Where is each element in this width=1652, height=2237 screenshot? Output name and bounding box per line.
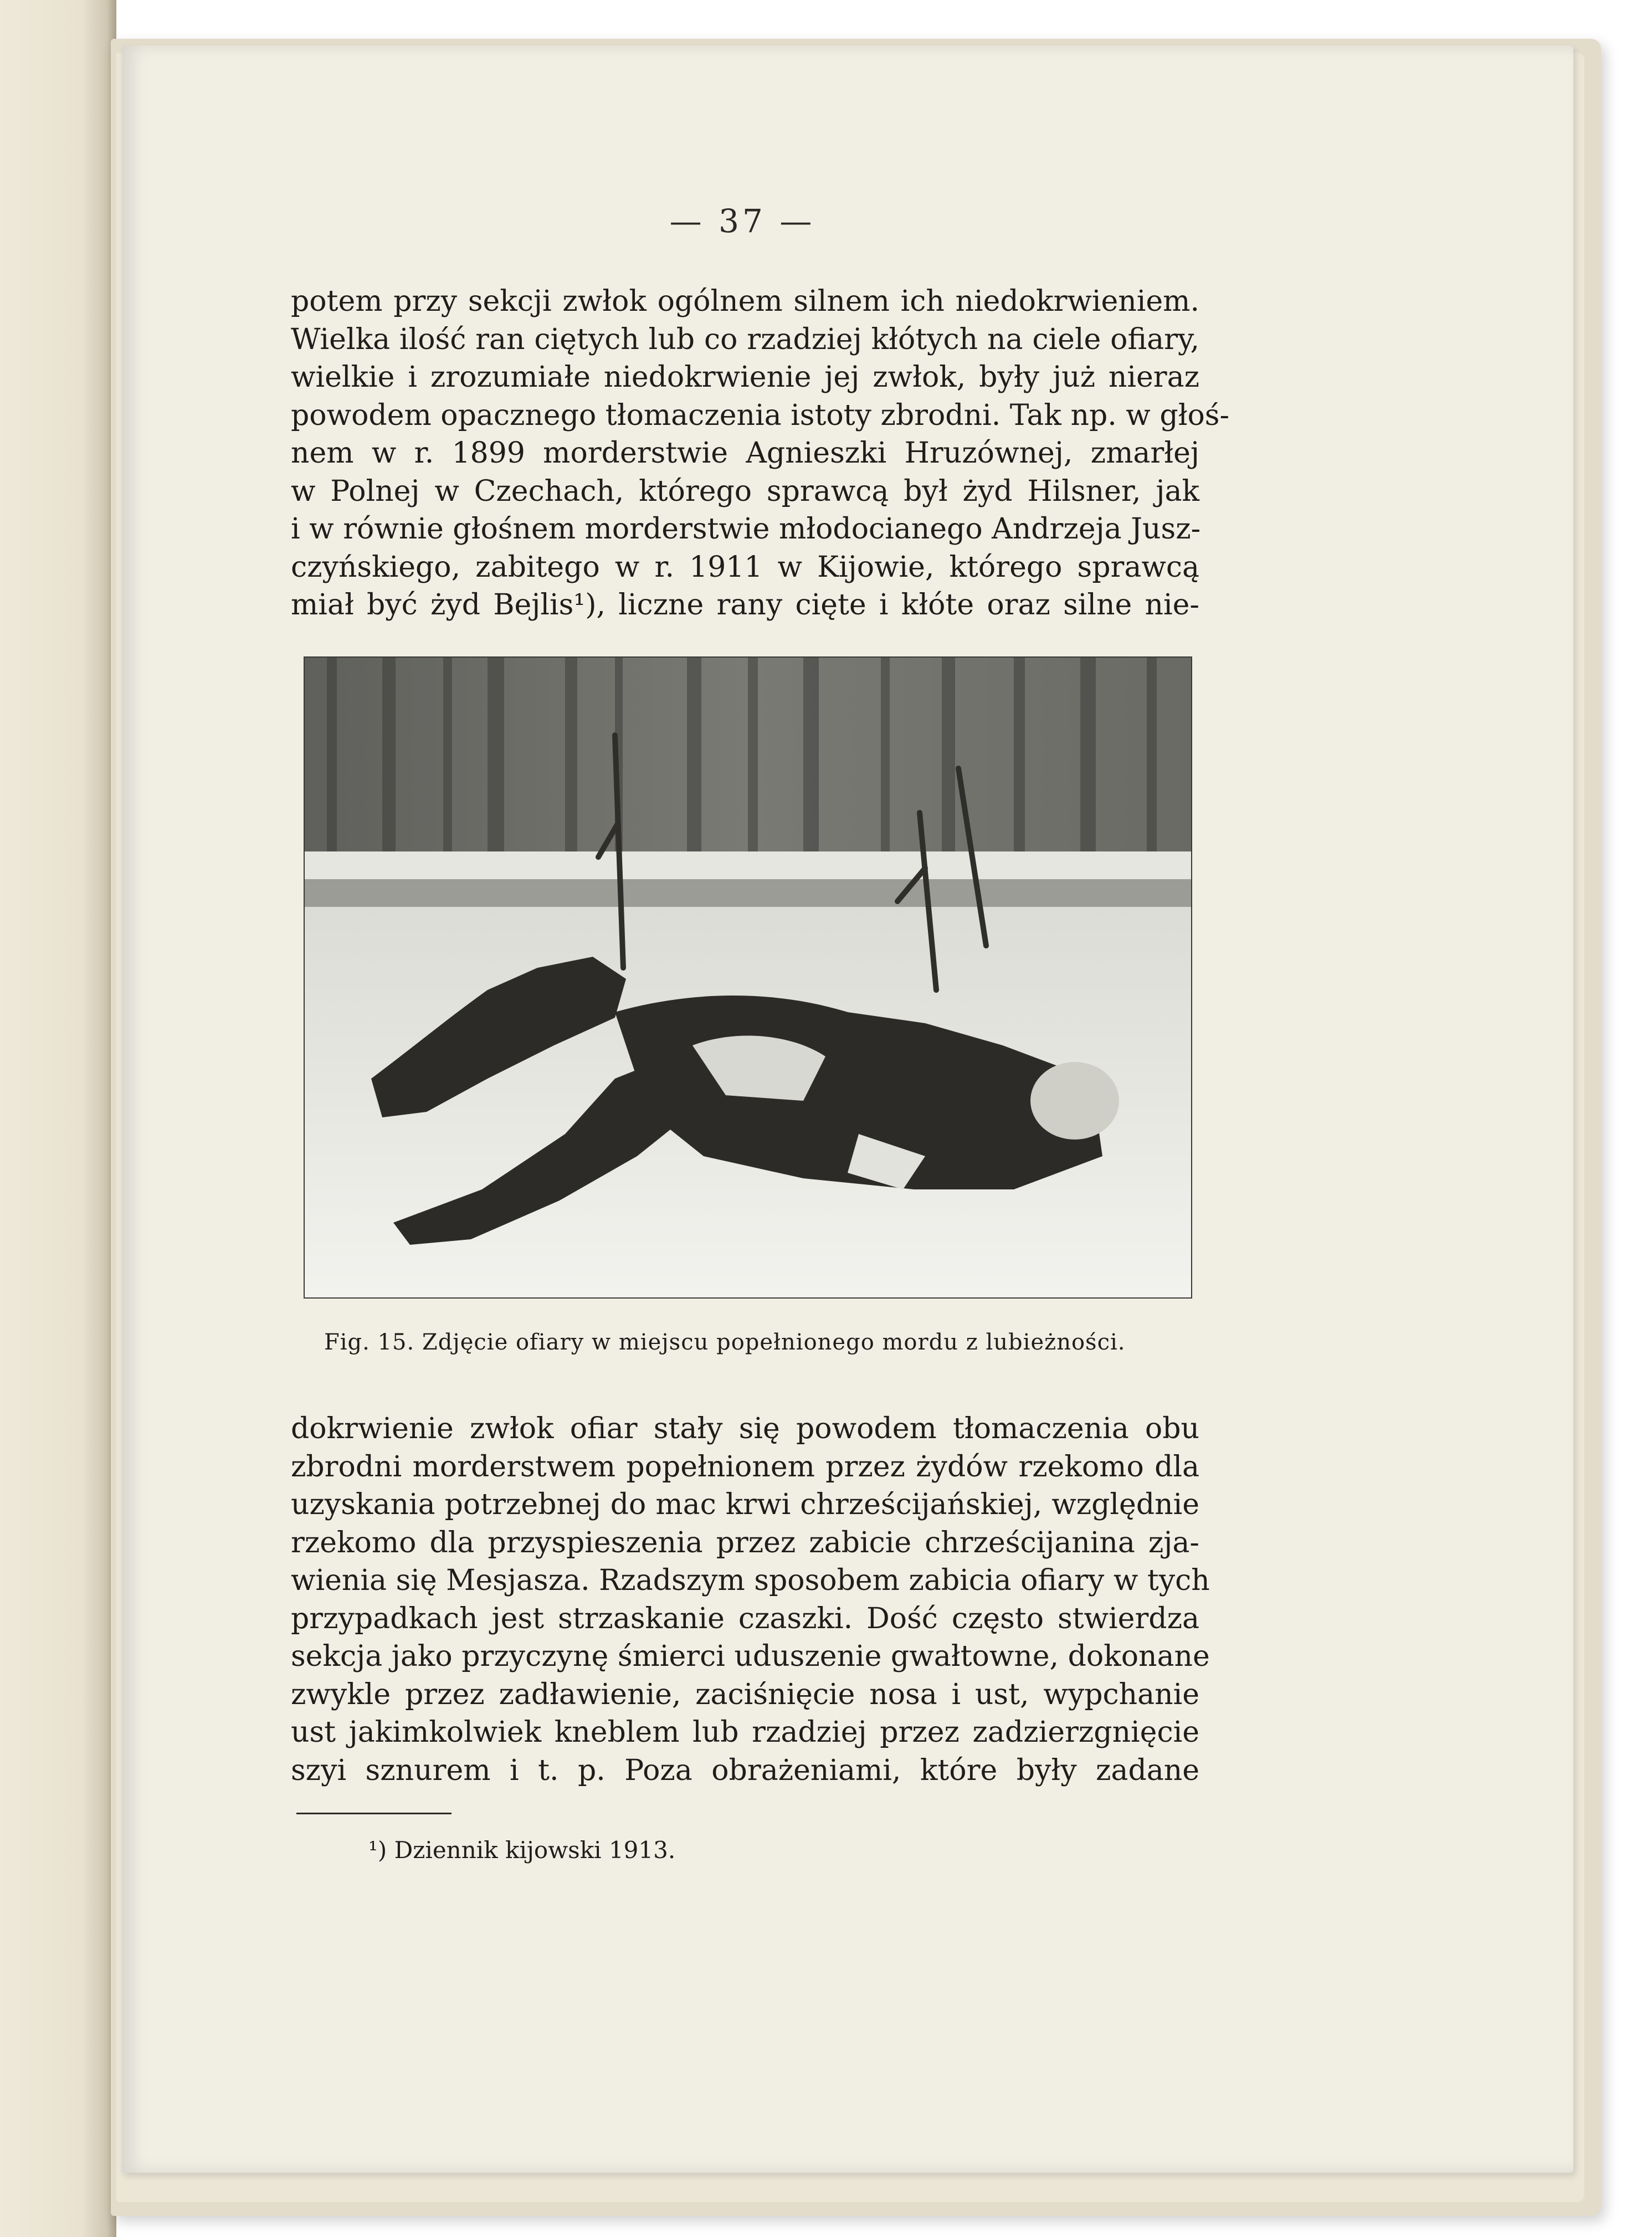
text-line: uzyskania potrzebnej do mac krwi chrześcijańskiej, względnie [291,1488,1199,1521]
text-line: w Polnej w Czechach, którego sprawcą był żyd Hilsner, jak [291,474,1199,508]
text-line: Wielka ilość ran ciętych lub co rzadziej kłótych na ciele ofiary, [291,322,1199,356]
body-text-bottom [291,1410,1210,1789]
text-line: czyńskiego, zabitego w r. 1911 w Kijowie, którego sprawcą [291,550,1199,584]
text-line: rzekomo dla przyspieszenia przez zabicie chrześcijanina zja- [291,1526,1199,1559]
figure-caption: Fig. 15. Zdjęcie ofiary w miejscu popełnionego mordu z lubieżności. [324,1330,1126,1355]
text-line: miał być żyd Bejlis¹), liczne rany cięte i kłóte oraz silne nie- [291,588,1199,622]
figure-photograph [304,656,1192,1299]
text-line: sekcja jako przyczynę śmierci uduszenie gwałtowne, dokonane [291,1640,1210,1673]
text-line: nem w r. 1899 morderstwie Agnieszki Hruzównej, zmarłej [291,437,1199,470]
footnote-divider [296,1813,452,1814]
body-text-top [291,283,1230,624]
text-line: powodem opacznego tłomaczenia istoty zbrodni. Tak np. w głoś- [291,398,1230,432]
text-line: potem przy sekcji zwłok ogólnem silnem ich niedokrwieniem. [291,285,1199,318]
text-line: wienia się Mesjasza. Rzadszym sposobem zabicia ofiary w tych [291,1564,1210,1597]
text-line: ust jakimkolwiek kneblem lub rzadziej przez zadzierzgnięcie [291,1716,1199,1749]
text-line: zwykle przez zadławienie, zaciśnięcie nosa i ust, wypchanie [291,1677,1199,1711]
page-number: — 37 — [669,202,815,240]
footnote-mark: ¹) [368,1836,387,1864]
text-line: zbrodni morderstwem popełnionem przez żydów rzekomo dla [291,1450,1199,1484]
text-line: szyi sznurem i t. p. Poza obrażeniami, które były zadane [291,1753,1199,1787]
photo-illustration [305,658,1191,1297]
left-facing-page [0,0,116,2237]
text-line: i w równie głośnem morderstwie młodocianego Andrzeja Jusz- [291,512,1201,546]
footnote-text: Dziennik kijowski 1913. [394,1836,676,1864]
footnote [368,1836,675,1864]
text-line: przypadkach jest strzaskanie czaszki. Dość często stwierdza [291,1602,1199,1635]
text-line: wielkie i zrozumiałe niedokrwienie jej zwłok, były już nieraz [291,361,1199,394]
text-line: dokrwienie zwłok ofiar stały się powodem tłomaczenia obu [291,1412,1199,1445]
